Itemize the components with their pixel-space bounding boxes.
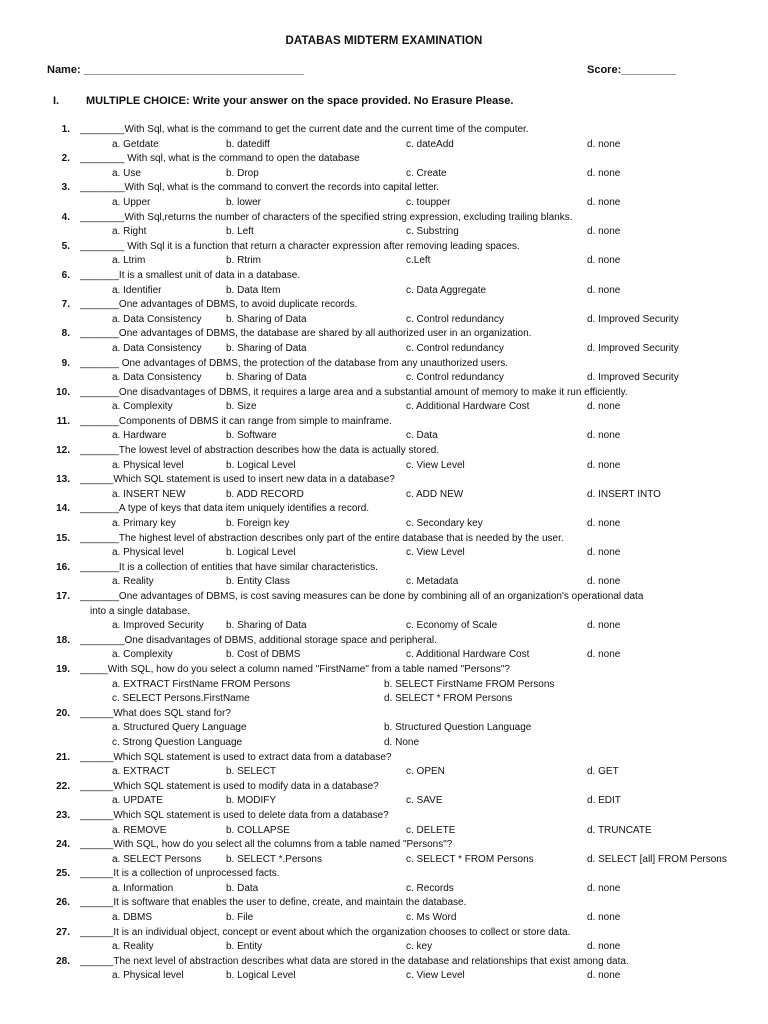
answer-option: d. none (587, 882, 621, 894)
question-number: 22. (56, 780, 70, 792)
answer-option: b. Rtrim (226, 255, 261, 267)
answer-option: d. None (384, 736, 420, 748)
question-item (0, 532, 768, 561)
answer-option: c. View Level (406, 459, 465, 471)
answer-option: d. EDIT (587, 795, 621, 807)
question-number: 17. (56, 591, 70, 602)
question-text: ______What does SQL stand for? (80, 707, 231, 719)
options-row (0, 342, 768, 357)
answer-option: a. Complexity (112, 649, 173, 661)
options-row (0, 619, 768, 634)
options-row (0, 225, 768, 240)
answer-option: c. Ms Word (406, 912, 457, 924)
question-number: 23. (56, 809, 70, 821)
name-field-label: Name: ____________________________________ (47, 64, 304, 76)
question-number: 5. (61, 240, 70, 252)
answer-option: c. ADD NEW (406, 488, 464, 500)
answer-option: a. Improved Security (112, 620, 204, 632)
question-item (0, 357, 768, 386)
question-item (0, 926, 768, 955)
answer-option: c. View Level (406, 970, 465, 982)
answer-option: d. none (587, 576, 621, 588)
answer-option: c. Additional Hardware Cost (406, 401, 530, 413)
options-row (0, 284, 768, 299)
answer-option: d. none (587, 401, 621, 413)
answer-option: b. Cost of DBMS (226, 649, 301, 661)
question-item (0, 152, 768, 181)
answer-option: b. Structured Question Language (384, 722, 532, 734)
question-number: 15. (56, 532, 70, 544)
answer-option: a. Reality (112, 576, 154, 588)
answer-option: b. Software (226, 430, 277, 442)
answer-option: b. Left (226, 226, 254, 238)
options-row (0, 969, 768, 984)
answer-option: a. Use (112, 167, 141, 179)
options-row (0, 196, 768, 211)
answer-option: b. Sharing of Data (226, 372, 307, 384)
question-item (0, 386, 768, 415)
options-row (0, 882, 768, 897)
options-row (0, 429, 768, 444)
answer-option: c. SELECT * FROM Persons (406, 853, 534, 865)
question-text: ______The next level of abstraction describes what data are stored in the database and relationships that exist among data. (80, 955, 629, 967)
exam-title: DATABAS MIDTERM EXAMINATION (285, 35, 483, 47)
question-item (0, 634, 768, 663)
question-text: _______One disadvantages of DBMS, it requires a large area and a substantial amount of memory to make it run efficiently. (80, 386, 628, 398)
question-text: _______ One advantages of DBMS, the protection of the database from any unauthorized users. (80, 357, 509, 369)
answer-option: c. View Level (406, 547, 465, 559)
options-row (0, 575, 768, 590)
question-number: 16. (56, 561, 70, 573)
question-text: _____With SQL, how do you select a column named "FirstName" from a table named "Persons"? (80, 663, 510, 675)
answer-option: c. Economy of Scale (406, 620, 498, 632)
options-row (0, 400, 768, 415)
question-item (0, 838, 768, 867)
question-list (0, 123, 768, 984)
answer-option: a. Reality (112, 941, 154, 953)
options-row (0, 546, 768, 561)
answer-option: d. none (587, 284, 621, 296)
question-text: ________One disadvantages of DBMS, additional storage space and peripheral. (80, 634, 437, 646)
question-number: 11. (56, 415, 70, 427)
answer-option: d. none (587, 620, 621, 632)
question-number: 8. (61, 328, 70, 340)
question-text: ________ With Sql it is a function that return a character expression after removing leading spaces. (80, 240, 520, 252)
question-number: 28. (56, 955, 70, 967)
answer-option: b. ADD RECORD (226, 488, 304, 500)
answer-option: b. SELECT (226, 766, 277, 778)
answer-option: b. COLLAPSE (226, 824, 290, 836)
options-row (0, 765, 768, 780)
options-row (0, 678, 768, 693)
question-text: _______It is a smallest unit of data in a database. (80, 269, 301, 281)
question-text-continued: into a single database. (90, 605, 191, 617)
answer-option: d. none (587, 547, 621, 559)
question-number: 24. (56, 839, 70, 851)
options-row (0, 371, 768, 386)
answer-option: d. none (587, 255, 621, 267)
answer-option: b. File (226, 912, 254, 924)
answer-option: c. SELECT Persons.FirstName (112, 693, 250, 705)
question-item (0, 590, 768, 634)
question-text: ______Which SQL statement is used to insert new data in a database? (80, 474, 395, 486)
question-number: 7. (61, 299, 70, 311)
answer-option: a. EXTRACT (112, 766, 170, 778)
answer-option: b. Logical Level (226, 547, 296, 559)
answer-option: d. none (587, 167, 621, 179)
question-item (0, 663, 768, 707)
question-text: ______It is an individual object, concept or event about which the organization chooses to collect or store data. (80, 926, 571, 938)
answer-option: a. Hardware (112, 430, 167, 442)
question-item (0, 444, 768, 473)
answer-option: d. SELECT * FROM Persons (384, 693, 513, 705)
question-item (0, 780, 768, 809)
answer-option: b. Entity (226, 941, 263, 953)
question-number: 26. (56, 897, 70, 909)
answer-option: d. Improved Security (587, 313, 679, 325)
answer-option: d. none (587, 459, 621, 471)
answer-option: a. Physical level (112, 459, 184, 471)
answer-option: a. Data Consistency (112, 313, 202, 325)
answer-option: c. Substring (406, 226, 459, 238)
answer-option: b. SELECT *.Persons (226, 853, 322, 865)
question-text: ________With Sql, what is the command to get the current date and the current time of the computer. (80, 124, 529, 135)
answer-option: a. UPDATE (112, 795, 163, 807)
options-row (0, 911, 768, 926)
question-item (0, 896, 768, 925)
answer-option: d. none (587, 430, 621, 442)
question-number: 19. (56, 663, 70, 675)
question-item (0, 502, 768, 531)
options-row (0, 648, 768, 663)
answer-option: d. none (587, 138, 621, 150)
question-number: 6. (61, 269, 70, 281)
answer-option: d. TRUNCATE (587, 824, 652, 836)
answer-option: c. Data (406, 430, 438, 442)
question-item (0, 123, 768, 152)
question-text: ______It is software that enables the user to define, create, and maintain the database. (80, 897, 467, 909)
answer-option: a. Right (112, 226, 147, 238)
question-number: 13. (56, 474, 70, 486)
question-item (0, 707, 768, 751)
options-row (0, 824, 768, 839)
question-text: _______One advantages of DBMS, is cost saving measures can be done by combining all of an organization's operational data (80, 591, 644, 602)
options-row (0, 853, 768, 868)
question-item (0, 415, 768, 444)
answer-option: a. Ltrim (112, 255, 146, 267)
answer-option: b. Entity Class (226, 576, 290, 588)
question-item (0, 955, 768, 984)
answer-option: d. Improved Security (587, 372, 679, 384)
question-text: _______One advantages of DBMS, to avoid duplicate records. (80, 299, 358, 311)
question-item (0, 181, 768, 210)
answer-option: d. SELECT [all] FROM Persons (587, 853, 727, 865)
question-item (0, 211, 768, 240)
answer-option: c. Data Aggregate (406, 284, 487, 296)
score-field-label: Score:_________ (587, 64, 677, 76)
answer-option: a. Primary key (112, 518, 176, 530)
answer-option: b. datediff (226, 138, 270, 150)
answer-option: d. INSERT INTO (587, 488, 661, 500)
answer-option: a. Complexity (112, 401, 173, 413)
answer-option: c. Secondary key (406, 518, 483, 530)
answer-option: c. Records (406, 882, 454, 894)
question-text: _______A type of keys that data item uniquely identifies a record. (80, 503, 370, 515)
answer-option: b. Sharing of Data (226, 313, 307, 325)
answer-option: d. none (587, 970, 621, 982)
question-text: _______It is a collection of entities that have similar characteristics. (80, 561, 378, 573)
options-row (0, 940, 768, 955)
question-text: _______The highest level of abstraction describes only part of the entire database that is needed by the user. (80, 532, 564, 544)
answer-option: b. MODIFY (226, 795, 277, 807)
question-text: ________ With sql, what is the command to open the database (80, 153, 360, 165)
answer-option: d. GET (587, 766, 619, 778)
section-heading (53, 95, 513, 107)
answer-option: c.Left (406, 255, 431, 267)
answer-option: b. SELECT FirstName FROM Persons (384, 678, 555, 690)
question-text: ______Which SQL statement is used to modify data in a database? (80, 780, 379, 792)
question-number: 1. (61, 124, 70, 135)
answer-option: b. Logical Level (226, 970, 296, 982)
options-row (0, 736, 768, 751)
question-text: ______With SQL, how do you select all the columns from a table named "Persons"? (80, 839, 453, 851)
question-item (0, 269, 768, 298)
question-number: 14. (56, 503, 70, 515)
options-row (0, 138, 768, 153)
question-number: 10. (56, 386, 70, 398)
question-number: 9. (61, 357, 70, 369)
answer-option: c. OPEN (406, 766, 445, 778)
answer-option: d. none (587, 649, 621, 661)
question-item (0, 561, 768, 590)
section-number: I. (53, 95, 60, 107)
question-number: 4. (61, 211, 70, 223)
answer-option: c. Control redundancy (406, 313, 504, 325)
options-row (0, 254, 768, 269)
question-text: ______Which SQL statement is used to delete data from a database? (80, 809, 389, 821)
answer-option: a. Physical level (112, 970, 184, 982)
answer-option: c. Strong Question Language (112, 736, 243, 748)
answer-option: c. toupper (406, 196, 451, 208)
answer-option: c. Create (406, 167, 447, 179)
question-number: 21. (56, 751, 70, 763)
question-text: ______It is a collection of unprocessed facts. (80, 868, 280, 880)
answer-option: d. none (587, 226, 621, 238)
options-row (0, 488, 768, 503)
options-row (0, 167, 768, 182)
answer-option: a. Data Consistency (112, 342, 202, 354)
question-number: 20. (56, 707, 70, 719)
answer-option: d. Improved Security (587, 342, 679, 354)
answer-option: b. Size (226, 401, 257, 413)
answer-option: c. Additional Hardware Cost (406, 649, 530, 661)
answer-option: a. EXTRACT FirstName FROM Persons (112, 678, 291, 690)
answer-option: a. Information (112, 882, 174, 894)
question-number: 27. (56, 926, 70, 938)
question-item (0, 240, 768, 269)
answer-option: d. none (587, 941, 621, 953)
options-row (0, 517, 768, 532)
answer-option: a. Data Consistency (112, 372, 202, 384)
answer-option: c. DELETE (406, 824, 456, 836)
options-row (0, 692, 768, 707)
question-item (0, 327, 768, 356)
question-item (0, 867, 768, 896)
question-item (0, 751, 768, 780)
answer-option: a. INSERT NEW (112, 488, 186, 500)
options-row (0, 794, 768, 809)
question-number: 2. (61, 153, 70, 165)
question-number: 25. (56, 868, 70, 880)
answer-option: c. Metadata (406, 576, 459, 588)
question-item (0, 809, 768, 838)
answer-option: b. Foreign key (226, 518, 290, 530)
question-text: _______Components of DBMS it can range from simple to mainframe. (80, 415, 392, 427)
question-number: 18. (56, 634, 70, 646)
answer-option: b. Logical Level (226, 459, 296, 471)
answer-option: a. Structured Query Language (112, 722, 247, 734)
answer-option: d. none (587, 518, 621, 530)
question-number: 3. (61, 182, 70, 194)
question-text: _______The lowest level of abstraction describes how the data is actually stored. (80, 445, 440, 457)
answer-option: b. Data Item (226, 284, 281, 296)
answer-option: b. Sharing of Data (226, 342, 307, 354)
question-text: ________With Sql,returns the number of characters of the specified string expression, excluding trailing blanks. (80, 211, 573, 223)
answer-option: c. Control redundancy (406, 342, 504, 354)
options-row (0, 459, 768, 474)
answer-option: c. SAVE (406, 795, 443, 807)
answer-option: c. Control redundancy (406, 372, 504, 384)
answer-option: c. key (406, 941, 433, 953)
section-instructions: MULTIPLE CHOICE: Write your answer on the space provided. No Erasure Please. (86, 95, 514, 107)
answer-option: a. DBMS (112, 912, 153, 924)
question-number: 12. (56, 445, 70, 457)
answer-option: a. Physical level (112, 547, 184, 559)
answer-option: d. none (587, 912, 621, 924)
question-text: ________With Sql, what is the command to convert the records into capital letter. (80, 182, 440, 194)
question-item (0, 473, 768, 502)
answer-option: b. lower (226, 196, 262, 208)
answer-option: b. Data (226, 882, 259, 894)
answer-option: c. dateAdd (406, 138, 454, 150)
answer-option: a. SELECT Persons (112, 853, 202, 865)
question-text: _______One advantages of DBMS, the database are shared by all authorized user in an organization. (80, 328, 532, 340)
answer-option: a. Identifier (112, 284, 162, 296)
answer-option: d. none (587, 196, 621, 208)
options-row (0, 313, 768, 328)
answer-option: b. Drop (226, 167, 259, 179)
answer-option: a. Getdate (112, 138, 159, 150)
options-row (0, 721, 768, 736)
answer-option: a. REMOVE (112, 824, 167, 836)
question-text: ______Which SQL statement is used to extract data from a database? (80, 751, 392, 763)
question-item (0, 298, 768, 327)
answer-option: b. Sharing of Data (226, 620, 307, 632)
answer-option: a. Upper (112, 196, 151, 208)
